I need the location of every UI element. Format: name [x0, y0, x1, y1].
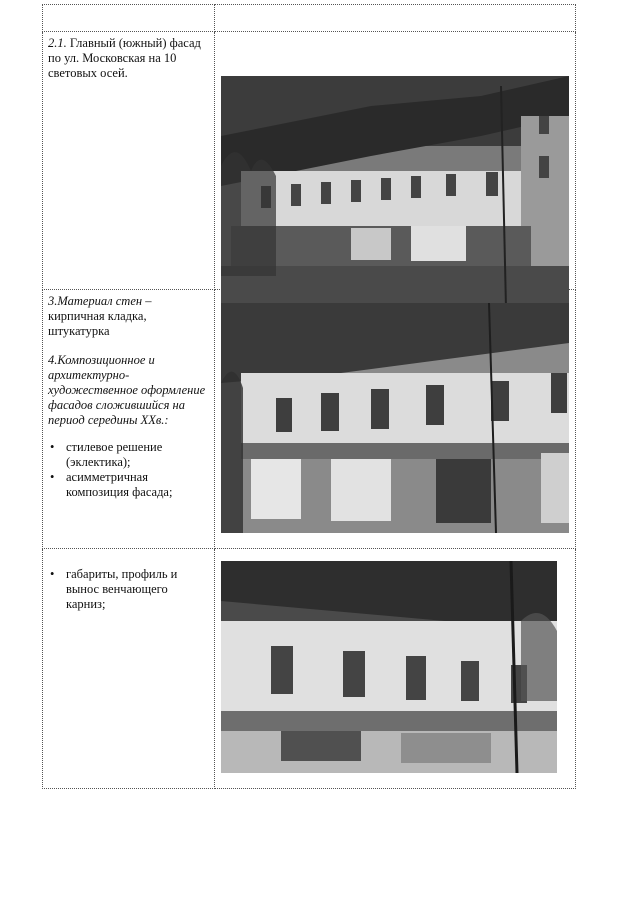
item-number: 2.1. — [48, 36, 67, 50]
list-item: • асимметричная композиция фасада; — [48, 470, 209, 500]
photo-cell — [215, 290, 576, 549]
facade-photo-3 — [221, 561, 557, 773]
composition-heading: 4.Композиционное и архитектурно-художественное оформление фасадов сложившийся на период середины XXв.: — [48, 353, 206, 427]
description-cell — [43, 549, 215, 789]
photo-cell — [215, 549, 576, 789]
bullet-list — [48, 567, 209, 612]
table-row — [43, 290, 576, 549]
item-text: Главный (южный) фасад по ул. Московская на 10 световых осей. — [48, 36, 201, 80]
bullet-list — [48, 440, 209, 500]
empty-cell-right — [215, 5, 576, 32]
list-item: • габариты, профиль и вынос венчающего карниз; — [48, 567, 209, 612]
wall-material: 3.Материал стен – кирпичная кладка, штукатурка — [48, 294, 152, 338]
document-table — [42, 4, 576, 789]
photo-cell — [215, 32, 576, 290]
empty-cell-left — [43, 5, 215, 32]
table-row — [43, 549, 576, 789]
list-item: • стилевое решение (эклектика); — [48, 440, 209, 470]
facade-photo-1 — [221, 76, 569, 308]
facade-photo-2 — [221, 303, 569, 533]
description-cell — [43, 32, 215, 290]
description-cell — [43, 290, 215, 549]
table-row — [43, 32, 576, 290]
main-facade-description — [48, 36, 209, 81]
table-row — [43, 5, 576, 32]
